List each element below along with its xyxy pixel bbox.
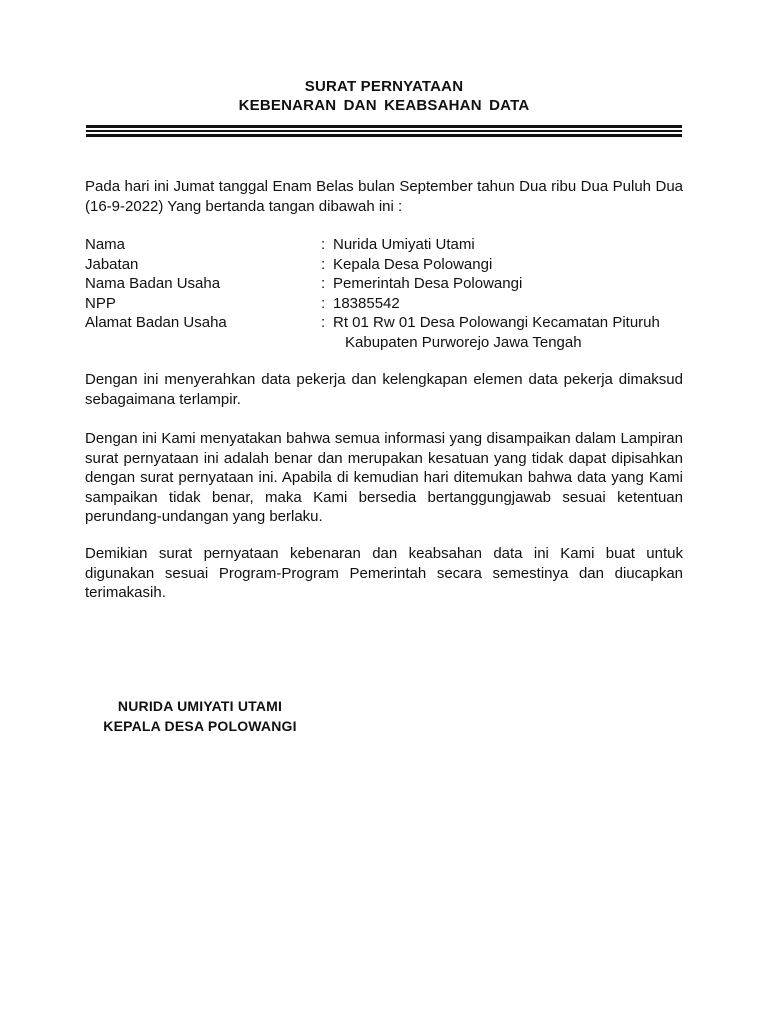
field-value: Kepala Desa Polowangi: [333, 256, 493, 273]
field-row-nama: [85, 235, 685, 255]
field-colon: :: [321, 256, 326, 273]
paragraph-closing: Demikian surat pernyataan kebenaran dan keabsahan data ini Kami buat untuk digunakan sesuai Program-Program Pemerintah secara semestinya dan diucapkan terimakasih.: [85, 545, 683, 601]
signatory-name: NURIDA UMIYATI UTAMI: [117, 698, 283, 714]
title-divider-bottom: [86, 134, 682, 137]
field-row-alamat: [85, 313, 685, 333]
field-colon: :: [321, 236, 326, 253]
field-value: Pemerintah Desa Polowangi: [333, 275, 523, 292]
field-label: Jabatan: [85, 256, 139, 273]
field-colon: :: [321, 275, 326, 292]
document-subtitle: KEBENARAN DAN KEABSAHAN DATA: [238, 97, 530, 114]
intro-paragraph: Pada hari ini Jumat tanggal Enam Belas bulan September tahun Dua ribu Dua Puluh Dua (16-9-2022) Yang bertanda tangan dibawah ini :: [85, 178, 683, 215]
document-title: SURAT PERNYATAAN: [304, 78, 464, 95]
field-label: Alamat Badan Usaha: [85, 314, 227, 331]
field-value: 18385542: [333, 295, 400, 312]
address-continuation: Kabupaten Purworejo Jawa Tengah: [345, 334, 582, 351]
title-divider-top: [86, 125, 682, 128]
paragraph-statement: Dengan ini Kami menyatakan bahwa semua informasi yang disampaikan dalam Lampiran surat pernyataan ini adalah benar dan merupakan kesatuan yang tidak dapat dipisahkan dengan surat pernyataan ini. Apabila di kemudian hari ditemukan bahwa data yang Kami sampaikan tidak benar, maka Kami bersedia bertanggungjawab sesuai ketentuan perundang-undangan yang berlaku.: [85, 430, 683, 525]
field-label: NPP: [85, 295, 116, 312]
field-colon: :: [321, 314, 326, 331]
title-divider-middle: [86, 130, 682, 132]
paragraph-handover: Dengan ini menyerahkan data pekerja dan kelengkapan elemen data pekerja dimaksud sebagaimana terlampir.: [85, 371, 683, 408]
field-label: Nama Badan Usaha: [85, 275, 221, 292]
field-label: Nama: [85, 236, 126, 253]
field-row-npp: [85, 294, 685, 314]
field-row-jabatan: [85, 255, 685, 275]
field-value: Rt 01 Rw 01 Desa Polowangi Kecamatan Pituruh: [333, 314, 660, 331]
signatory-title: KEPALA DESA POLOWANGI: [103, 718, 297, 734]
field-colon: :: [321, 295, 326, 312]
field-row-nama-badan-usaha: [85, 274, 685, 294]
field-value: Nurida Umiyati Utami: [333, 236, 475, 253]
